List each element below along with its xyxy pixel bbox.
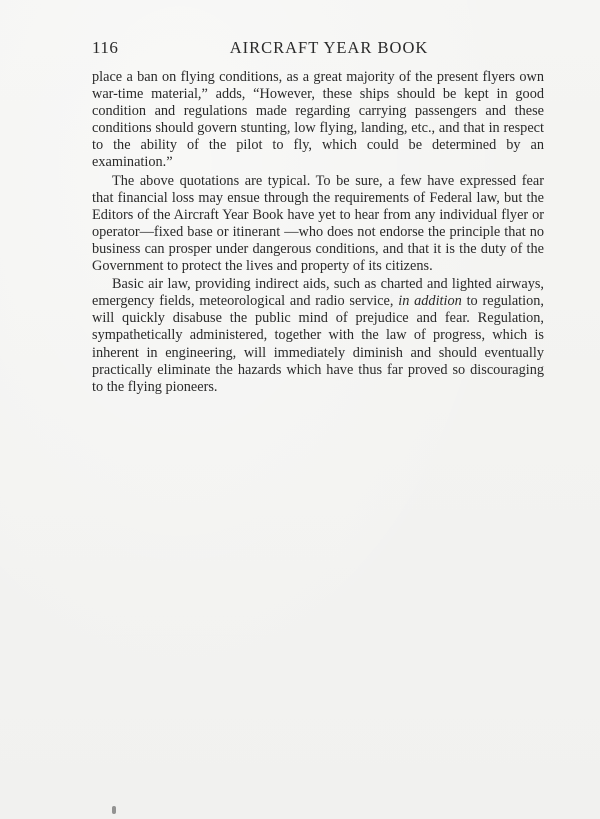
paragraph-2: The above quotations are typical. To be sure, a few have expressed fear that financial loss may ensue through the requirements of Federal law, but the Editors of the Aircraft Year Book have yet to hear from any individual flyer or operator—fixed base or itinerant —who does not endorse the principle that no business can prosper under dangerous conditions, and that it is the duty of the Government to protect the lives and property of its citizens.: [92, 172, 544, 275]
paragraph-3-italic: in addition: [398, 293, 462, 310]
paragraph-3-part-2: to regulation, will quickly disabuse the public mind of prejudice and fear. Regulation, sympathetically administered, together with the law of progress, which is inherent in engineering, will immediately diminish and should eventually practically eliminate the hazards which have thus far proved so discouraging to the flying pioneers.: [92, 293, 544, 395]
paragraph-1: place a ban on flying conditions, as a great majority of the present flyers own war-time material,” adds, “However, these ships should be kept in good condition and regulations made regarding carrying passengers and these conditions should govern stunting, low flying, landing, etc., and that in respect to the ability of the pilot to fly, which could be determined by an examination.”: [92, 69, 544, 171]
print-speck: [112, 806, 116, 814]
paragraph-3: [92, 276, 544, 396]
running-title: AIRCRAFT YEAR BOOK: [229, 38, 429, 57]
paragraph-3-part-1: Basic air law, providing indirect aids, such as charted and lighted airways, emergency fields, meteorological and radio service,: [92, 276, 544, 310]
page-number: 116: [92, 38, 119, 57]
body-text: [92, 69, 544, 397]
page-header: [92, 38, 544, 58]
